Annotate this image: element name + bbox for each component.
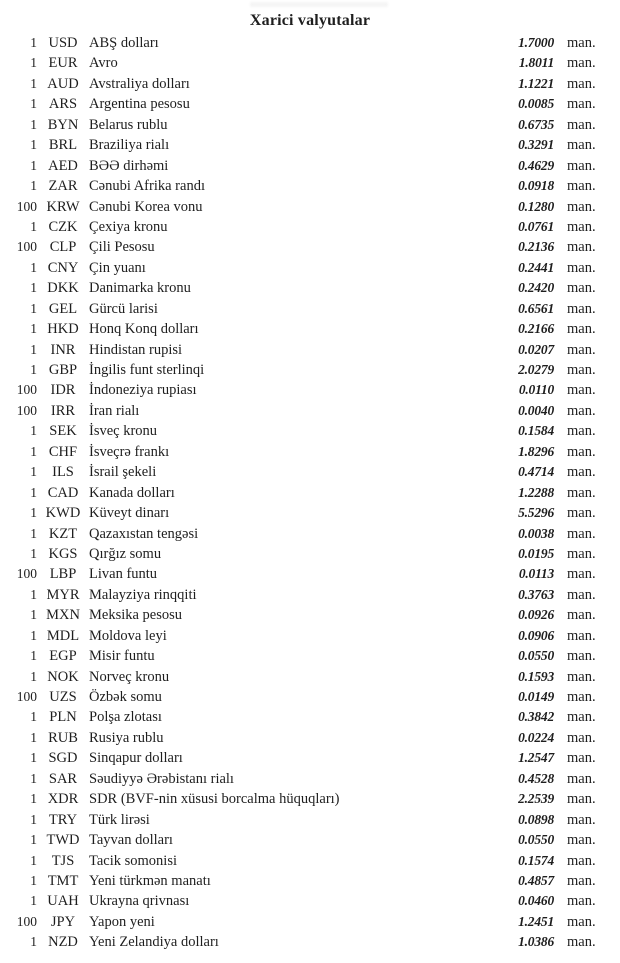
currency-code: CHF [48, 443, 78, 460]
quantity: 1 [30, 545, 37, 561]
unit-label: man. [567, 137, 596, 154]
rate-value: 0.2420 [518, 280, 554, 296]
quantity: 100 [16, 689, 37, 704]
rate-value: 1.2451 [518, 913, 554, 929]
quantity: 1 [30, 137, 37, 153]
unit-label: man. [567, 750, 596, 767]
unit-label: man. [567, 382, 596, 399]
table-row [0, 503, 608, 523]
currency-name: İsrail şekeli [89, 464, 157, 481]
unit-label: man. [567, 55, 596, 72]
table-row [0, 176, 608, 196]
currency-code: SAR [48, 770, 78, 787]
quantity: 1 [30, 811, 37, 827]
currency-name: BƏƏ dirhəmi [89, 157, 169, 174]
rate-value: 1.7000 [518, 35, 554, 50]
unit-label: man. [567, 402, 596, 419]
currency-code: CZK [48, 218, 78, 235]
quantity: 100 [16, 913, 37, 929]
rate-value: 0.0207 [518, 341, 554, 357]
quantity: 100 [16, 382, 37, 398]
currency-name: Moldova leyi [89, 627, 167, 644]
table-row [0, 135, 608, 155]
table-row [0, 687, 608, 707]
quantity: 1 [30, 280, 37, 296]
unit-label: man. [567, 259, 596, 276]
table-row [0, 810, 608, 830]
unit-label: man. [567, 832, 596, 849]
currency-name: Braziliya rialı [89, 137, 170, 154]
table-row [0, 258, 608, 278]
rate-value: 0.0224 [518, 729, 554, 745]
currency-code: MDL [46, 627, 80, 644]
table-row [0, 769, 608, 789]
quantity: 1 [30, 770, 37, 786]
currency-table [0, 33, 620, 953]
currency-name: Yapon yeni [89, 913, 155, 930]
unit-label: man. [567, 198, 596, 215]
currency-code: BYN [47, 116, 79, 133]
currency-name: Yeni türkmən manatı [89, 872, 211, 889]
quantity: 1 [30, 423, 37, 439]
table-row [0, 891, 608, 911]
currency-code: LBP [49, 566, 77, 583]
rate-value: 0.2166 [518, 321, 554, 337]
table-row [0, 401, 608, 421]
currency-code: RUB [48, 729, 78, 746]
rate-value: 0.1574 [518, 852, 554, 868]
currency-name: Tacik somonisi [89, 852, 177, 869]
unit-label: man. [567, 566, 596, 583]
unit-label: man. [567, 852, 596, 869]
currency-code: KZT [48, 525, 78, 542]
table-row [0, 442, 608, 462]
unit-label: man. [567, 157, 596, 174]
rate-value: 0.0550 [518, 832, 554, 848]
quantity: 1 [30, 218, 37, 234]
rate-value: 0.6561 [518, 300, 554, 316]
table-row [0, 585, 608, 605]
table-row [0, 544, 608, 564]
table-row [0, 197, 608, 217]
currency-name: Çexiya kronu [89, 218, 168, 235]
table-row [0, 626, 608, 646]
quantity: 1 [30, 832, 37, 848]
currency-code: NOK [47, 668, 79, 685]
quantity: 1 [30, 464, 37, 480]
currency-name: Honq Konq dolları [89, 321, 199, 338]
table-row [0, 319, 608, 339]
currency-name: İsveç kronu [89, 423, 158, 440]
rate-value: 0.4629 [518, 157, 554, 173]
currency-name: SDR (BVF-nin xüsusi borcalma hüquqları) [89, 791, 340, 808]
table-row [0, 156, 608, 176]
table-row [0, 237, 608, 257]
table-row [0, 421, 608, 441]
currency-name: Meksika pesosu [89, 607, 183, 624]
currency-name: Ukrayna qrivnası [89, 893, 190, 910]
rate-value: 0.0040 [518, 402, 554, 418]
currency-code: JPY [50, 913, 76, 930]
unit-label: man. [567, 668, 596, 685]
currency-name: Rusiya rublu [89, 729, 164, 746]
unit-label: man. [567, 811, 596, 828]
quantity: 1 [30, 668, 37, 684]
quantity: 1 [30, 872, 37, 888]
rate-value: 0.0113 [518, 566, 554, 582]
table-row [0, 789, 608, 809]
currency-code: TWD [46, 832, 80, 849]
currency-name: Avstraliya dolları [89, 75, 190, 92]
currency-name: Belarus rublu [89, 116, 168, 133]
rate-value: 0.3842 [518, 709, 554, 725]
currency-code: BRL [48, 137, 78, 154]
quantity: 1 [30, 648, 37, 664]
currency-code: CLP [49, 239, 77, 256]
quantity: 1 [30, 178, 37, 194]
table-row [0, 340, 608, 360]
rate-value: 0.0761 [518, 218, 554, 234]
unit-label: man. [567, 75, 596, 92]
page-title: Xarici valyutalar [249, 12, 371, 29]
table-row [0, 912, 608, 932]
currency-code: GBP [48, 362, 78, 378]
unit-label: man. [567, 607, 596, 624]
currency-name: Cənubi Korea vonu [89, 198, 203, 215]
table-row [0, 728, 608, 748]
rate-value: 1.2288 [518, 484, 554, 500]
unit-label: man. [567, 627, 596, 644]
rate-value: 0.0038 [518, 525, 554, 541]
quantity: 1 [30, 321, 37, 337]
quantity: 1 [30, 586, 37, 602]
rate-value: 2.2539 [518, 791, 554, 807]
currency-name: Qırğız somu [89, 545, 162, 562]
rate-value: 0.6735 [518, 116, 554, 132]
currency-name: Yeni Zelandiya dolları [89, 934, 219, 951]
unit-label: man. [567, 178, 596, 195]
currency-code: CNY [47, 259, 79, 276]
currency-code: TRY [48, 811, 78, 828]
currency-code: USD [48, 35, 78, 51]
currency-code: ARS [48, 96, 78, 113]
table-row [0, 278, 608, 298]
currency-name: Danimarka kronu [89, 280, 191, 297]
currency-code: HKD [47, 321, 79, 338]
quantity: 1 [30, 300, 37, 316]
quantity: 1 [30, 709, 37, 725]
quantity: 1 [30, 55, 37, 71]
table-row [0, 830, 608, 850]
currency-code: MYR [46, 586, 80, 603]
table-row [0, 667, 608, 687]
unit-label: man. [567, 729, 596, 746]
currency-code: MXN [46, 607, 80, 624]
quantity: 1 [30, 443, 37, 459]
quantity: 1 [30, 627, 37, 643]
currency-code: KWD [45, 505, 81, 522]
table-row [0, 94, 608, 114]
rate-value: 0.0195 [518, 545, 554, 561]
unit-label: man. [567, 362, 596, 378]
currency-name: Qazaxıstan tengəsi [89, 525, 199, 542]
rate-value: 5.5296 [518, 505, 554, 521]
unit-label: man. [567, 913, 596, 930]
rate-value: 1.1221 [518, 75, 554, 91]
currency-name: Kanada dolları [89, 484, 175, 501]
unit-label: man. [567, 484, 596, 501]
quantity: 1 [30, 893, 37, 909]
currency-name: Norveç kronu [89, 668, 170, 685]
unit-label: man. [567, 341, 596, 358]
currency-name: ABŞ dolları [89, 35, 159, 51]
quantity: 100 [16, 566, 37, 582]
table-row [0, 299, 608, 319]
currency-name: Misir funtu [89, 648, 155, 665]
currency-code: TJS [51, 852, 75, 869]
currency-name: İran rialı [89, 402, 140, 419]
currency-code: ILS [52, 464, 74, 481]
table-row [0, 33, 608, 53]
rate-value: 1.0386 [518, 934, 554, 950]
unit-label: man. [567, 423, 596, 440]
rate-value: 0.4857 [518, 872, 554, 888]
quantity: 1 [30, 35, 37, 50]
currency-name: Özbək somu [89, 689, 162, 705]
currency-name: İsveçrə frankı [89, 443, 170, 460]
table-row [0, 380, 608, 400]
currency-name: Türk lirəsi [89, 811, 150, 828]
table-row [0, 74, 608, 94]
currency-name: Gürcü larisi [89, 300, 158, 317]
rate-value: 0.0898 [518, 811, 554, 827]
currency-code: SGD [48, 750, 78, 767]
currency-code: TMT [47, 872, 79, 889]
quantity: 1 [30, 484, 37, 500]
table-row [0, 217, 608, 237]
unit-label: man. [567, 648, 596, 665]
currency-name: Malayziya rinqqiti [89, 586, 197, 603]
currency-code: PLN [49, 709, 77, 726]
quantity: 1 [30, 259, 37, 275]
table-row [0, 851, 608, 871]
quantity: 1 [30, 157, 37, 173]
currency-code: ZAR [48, 178, 78, 195]
table-row [0, 748, 608, 768]
rate-value: 0.1280 [518, 198, 554, 214]
table-row [0, 646, 608, 666]
table-row [0, 932, 608, 952]
unit-label: man. [567, 218, 596, 235]
currency-name: Çin yuanı [89, 259, 146, 276]
currency-code: SEK [49, 423, 77, 440]
rate-value: 0.3291 [518, 137, 554, 153]
unit-label: man. [567, 709, 596, 726]
rate-value: 0.0149 [518, 689, 554, 704]
quantity: 1 [30, 341, 37, 357]
currency-name: Cənubi Afrika randı [89, 178, 205, 195]
quantity: 1 [30, 525, 37, 541]
rate-value: 1.2547 [518, 750, 554, 766]
table-row [0, 115, 608, 135]
table-row [0, 871, 608, 891]
rate-value: 0.0110 [518, 382, 554, 398]
table-row [0, 524, 608, 544]
unit-label: man. [567, 116, 596, 133]
unit-label: man. [567, 443, 596, 460]
rate-value: 0.0918 [518, 178, 554, 194]
rate-value: 0.0085 [518, 96, 554, 112]
table-row [0, 360, 608, 380]
quantity: 1 [30, 729, 37, 745]
currency-code: KRW [46, 198, 80, 215]
unit-label: man. [567, 525, 596, 542]
unit-label: man. [567, 934, 596, 951]
currency-name: Argentina pesosu [89, 96, 190, 113]
unit-label: man. [567, 321, 596, 338]
quantity: 1 [30, 116, 37, 132]
currency-code: UAH [47, 893, 79, 910]
rate-value: 0.0906 [518, 627, 554, 643]
currency-name: Livan funtu [89, 566, 158, 583]
currency-name: Polşa zlotası [89, 709, 162, 726]
quantity: 1 [30, 852, 37, 868]
rate-value: 2.0279 [518, 362, 554, 377]
table-row [0, 483, 608, 503]
table-row [0, 53, 608, 73]
quantity: 1 [30, 750, 37, 766]
rate-value: 0.2136 [518, 239, 554, 255]
rate-value: 0.1584 [518, 423, 554, 439]
currency-name: Səudiyyə Ərəbistanı rialı [89, 770, 234, 787]
currency-name: İndoneziya rupiası [89, 382, 197, 399]
currency-code: IDR [50, 382, 76, 399]
currency-name: Avro [89, 55, 118, 72]
currency-code: AED [48, 157, 78, 174]
quantity: 1 [30, 362, 37, 377]
rate-value: 0.3763 [518, 586, 554, 602]
table-row [0, 707, 608, 727]
quantity: 1 [30, 934, 37, 950]
table-row [0, 462, 608, 482]
currency-code: UZS [49, 689, 77, 705]
unit-label: man. [567, 872, 596, 889]
currency-code: GEL [48, 300, 78, 317]
unit-label: man. [567, 770, 596, 787]
rate-value: 0.2441 [518, 259, 554, 275]
rate-value: 0.0460 [518, 893, 554, 909]
currency-code: XDR [47, 791, 79, 808]
quantity: 100 [16, 402, 37, 418]
rate-value: 0.4528 [518, 770, 554, 786]
currency-name: Tayvan dolları [89, 832, 173, 849]
unit-label: man. [567, 505, 596, 522]
table-row [0, 605, 608, 625]
unit-label: man. [567, 280, 596, 297]
currency-name: Küveyt dinarı [89, 505, 170, 522]
unit-label: man. [567, 35, 596, 51]
unit-label: man. [567, 586, 596, 603]
currency-code: EUR [48, 55, 78, 72]
currency-code: DKK [47, 280, 79, 297]
currency-code: AUD [47, 75, 79, 92]
currency-code: INR [50, 341, 76, 358]
currency-name: Sinqapur dolları [89, 750, 183, 767]
rate-value: 0.0926 [518, 607, 554, 623]
quantity: 1 [30, 505, 37, 521]
rate-value: 0.1593 [518, 668, 554, 684]
quantity: 100 [16, 198, 37, 214]
quantity: 1 [30, 96, 37, 112]
table-row [0, 564, 608, 584]
rate-value: 1.8011 [518, 55, 554, 71]
quantity: 1 [30, 75, 37, 91]
quantity: 1 [30, 791, 37, 807]
rate-value: 0.0550 [518, 648, 554, 664]
currency-code: IRR [50, 402, 76, 419]
unit-label: man. [567, 545, 596, 562]
unit-label: man. [567, 96, 596, 113]
currency-code: KGS [48, 545, 78, 562]
unit-label: man. [567, 464, 596, 481]
currency-code: CAD [47, 484, 79, 501]
currency-code: EGP [49, 648, 77, 665]
rate-value: 1.8296 [518, 443, 554, 459]
cutoff-text-artifact [250, 2, 388, 7]
unit-label: man. [567, 893, 596, 910]
unit-label: man. [567, 239, 596, 256]
rate-value: 0.4714 [518, 464, 554, 480]
quantity: 100 [16, 239, 37, 255]
unit-label: man. [567, 689, 596, 705]
unit-label: man. [567, 791, 596, 808]
currency-code: NZD [48, 934, 78, 951]
currency-name: Çili Pesosu [89, 239, 155, 256]
quantity: 1 [30, 607, 37, 623]
currency-name: İngilis funt sterlinqi [89, 362, 205, 378]
unit-label: man. [567, 300, 596, 317]
currency-name: Hindistan rupisi [89, 341, 183, 358]
